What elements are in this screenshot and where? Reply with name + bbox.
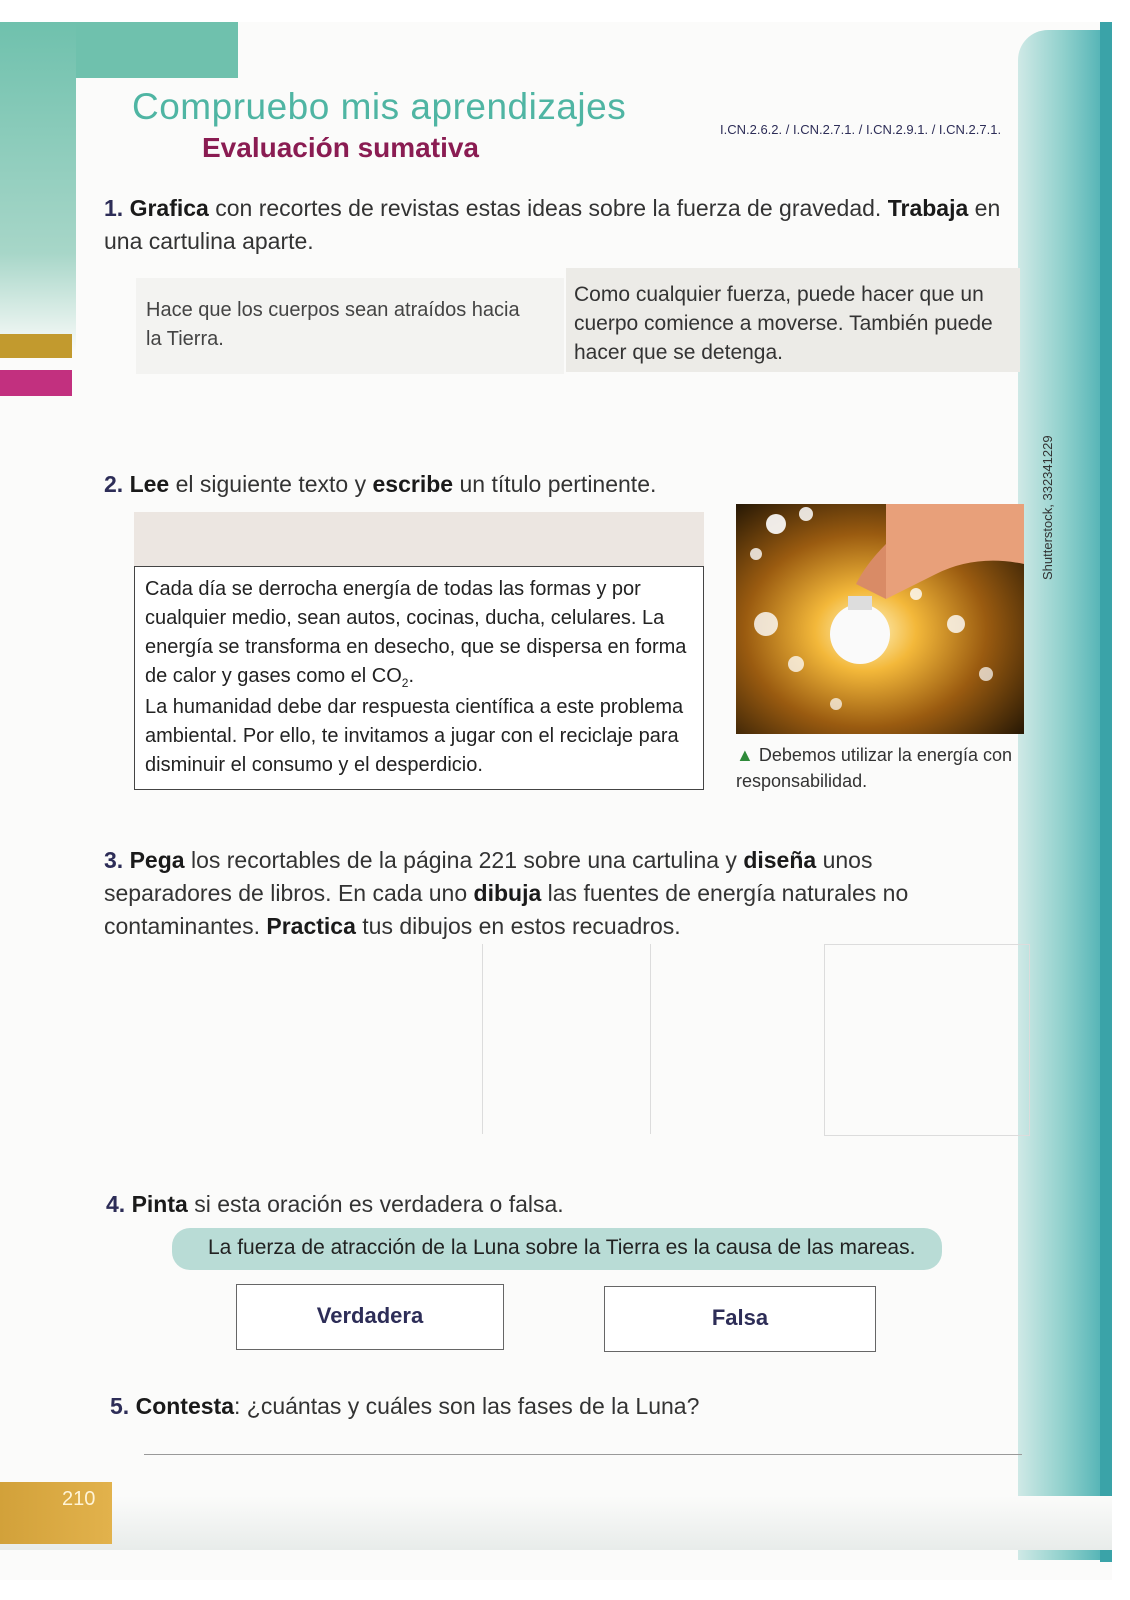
question-text: : ¿cuántas y cuáles son las fases de la Luna? [233,1393,700,1419]
action-verb: escribe [372,471,454,497]
photo-caption [736,742,1016,794]
question-number: 1. [104,195,124,221]
option-false-box[interactable] [604,1286,876,1352]
action-verb: diseña [743,847,817,873]
question-text: el siguiente texto y [169,471,373,497]
action-verb: Grafica [129,195,209,221]
gold-tab [0,334,72,358]
question-text: unos separadores de libros. En cada uno [104,847,873,906]
statement-banner [172,1228,942,1270]
caption-text: Debemos utilizar la energía con responsabilidad. [736,745,1012,791]
bottom-band [0,1496,1112,1550]
question-number: 3. [104,847,124,873]
idea-text: Como cualquier fuerza, puede hacer que un cuerpo comience a moverse. También puede hacer que se detenga. [574,283,993,364]
right-decorative-band [1018,30,1102,1560]
photo-hand-lightbulb [736,504,1024,734]
page-title: Compruebo mis aprendizajes [132,86,627,127]
drawing-box-2[interactable] [482,944,651,1134]
lightbulb-photo-illustration [736,504,1024,734]
photo-credit: Shutterstock, 332341229 [1040,435,1055,580]
reading-text-box [134,566,704,790]
idea-box-left [136,278,564,374]
drawing-boxes [138,944,1030,1136]
action-verb: Pinta [131,1191,188,1217]
question-number: 5. [110,1393,130,1419]
pink-tab [0,370,72,396]
teal-side-band [0,22,76,352]
answer-line[interactable] [144,1454,1022,1455]
question-number: 4. [106,1191,126,1217]
option-true-label: Verdadera [316,1303,424,1328]
action-verb: Trabaja [887,195,969,221]
option-false-label: Falsa [711,1305,769,1330]
reading-paragraph-1: Cada día se derrocha energía de todas las formas y por cualquier medio, sean autos, cocinas, ducha, celulares. La energía se transforma en desecho, que se dispersa en forma de calor y gases como el $CO_2$. [145,578,687,690]
action-verb: Contesta [135,1393,234,1419]
title-answer-field[interactable] [134,512,704,568]
right-edge-strip [1100,22,1112,1562]
question-text: si esta oración es verdadera o falsa. [187,1191,564,1217]
question-text: en una cartulina aparte. [104,195,1001,254]
curriculum-codes: I.CN.2.6.2. / I.CN.2.7.1. / I.CN.2.9.1. / I.CN.2.7.1. [720,122,1002,137]
question-1 [104,192,1004,258]
page-subtitle: Evaluación sumativa [202,132,480,163]
drawing-box-3[interactable] [650,944,825,1134]
action-verb: Lee [129,471,170,497]
idea-text: Hace que los cuerpos sean atraídos hacia la Tierra. [146,299,520,350]
page-number: 210 [62,1488,96,1510]
reading-paragraph-2: La humanidad debe dar respuesta científica a este problema ambiental. Por ello, te invitamos a jugar con el reciclaje para disminuir el consumo y el desperdicio. [145,696,684,776]
question-5 [110,1390,810,1423]
action-verb: dibuja [473,880,542,906]
question-4 [106,1188,806,1221]
question-3 [104,844,1004,943]
idea-box-right [566,268,1020,372]
action-verb: Practica [266,913,356,939]
question-text: los recortables de la página 221 sobre una cartulina y [184,847,744,873]
question-text: con recortes de revistas estas ideas sobre la fuerza de gravedad. [208,195,888,221]
question-text: tus dibujos en estos recuadros. [355,913,681,939]
action-verb: Pega [129,847,185,873]
drawing-box-1[interactable] [138,944,482,1134]
option-true-box[interactable] [236,1284,504,1350]
question-number: 2. [104,471,124,497]
question-text: un título pertinente. [453,471,657,497]
triangle-icon: ▲ [736,745,754,765]
question-2 [104,468,724,501]
drawing-box-4[interactable] [824,944,1030,1136]
question-text: las fuentes de energía naturales no contaminantes. [104,880,909,939]
statement-text: La fuerza de atracción de la Luna sobre la Tierra es la causa de las mareas. [208,1236,916,1259]
